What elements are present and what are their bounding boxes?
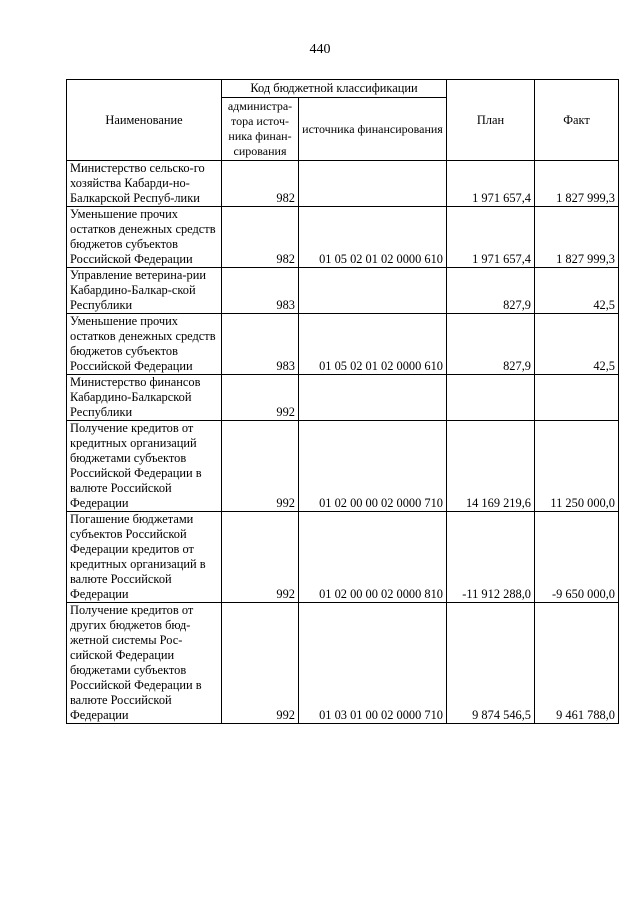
row-source-code: 01 02 00 00 02 0000 810 <box>299 512 447 603</box>
row-fact: 11 250 000,0 <box>535 421 619 512</box>
row-source-code: 01 05 02 01 02 0000 610 <box>299 207 447 268</box>
table-row <box>67 375 619 421</box>
row-fact: 1 827 999,3 <box>535 207 619 268</box>
header-code-group: Код бюджетной классификации <box>222 80 447 98</box>
row-source-code <box>299 268 447 314</box>
row-name: Получение кредитов от других бюджетов бюд-жетной системы Рос-сийской Федерации бюджетами субъектов Российской Федерации в валюте Российской Федерации <box>67 603 222 724</box>
row-plan: 1 971 657,4 <box>447 207 535 268</box>
row-source-code <box>299 161 447 207</box>
row-plan <box>447 375 535 421</box>
row-name: Министерство сельско-го хозяйства Кабарди-но-Балкарской Респуб-лики <box>67 161 222 207</box>
row-source-code: 01 02 00 00 02 0000 710 <box>299 421 447 512</box>
row-admin-code: 982 <box>222 161 299 207</box>
row-admin-code: 992 <box>222 603 299 724</box>
row-plan: 14 169 219,6 <box>447 421 535 512</box>
table-row <box>67 603 619 724</box>
row-fact: -9 650 000,0 <box>535 512 619 603</box>
row-admin-code: 983 <box>222 314 299 375</box>
row-plan: 9 874 546,5 <box>447 603 535 724</box>
table-row <box>67 161 619 207</box>
row-name: Министерство финансов Кабардино-Балкарской Республики <box>67 375 222 421</box>
row-admin-code: 992 <box>222 375 299 421</box>
row-source-code <box>299 375 447 421</box>
row-plan: 1 971 657,4 <box>447 161 535 207</box>
row-admin-code: 992 <box>222 421 299 512</box>
row-plan: 827,9 <box>447 314 535 375</box>
row-name: Уменьшение прочих остатков денежных средств бюджетов субъектов Российской Федерации <box>67 314 222 375</box>
row-name: Уменьшение прочих остатков денежных средств бюджетов субъектов Российской Федерации <box>67 207 222 268</box>
budget-table <box>66 79 619 724</box>
header-plan: План <box>447 80 535 161</box>
row-fact <box>535 375 619 421</box>
row-plan: 827,9 <box>447 268 535 314</box>
header-source: источника финансирования <box>299 98 447 161</box>
row-fact: 42,5 <box>535 314 619 375</box>
table-row <box>67 314 619 375</box>
row-source-code: 01 05 02 01 02 0000 610 <box>299 314 447 375</box>
row-fact: 42,5 <box>535 268 619 314</box>
header-fact: Факт <box>535 80 619 161</box>
row-admin-code: 982 <box>222 207 299 268</box>
row-plan: -11 912 288,0 <box>447 512 535 603</box>
row-fact: 1 827 999,3 <box>535 161 619 207</box>
row-name: Погашение бюджетами субъектов Российской Федерации кредитов от кредитных организаций в валюте Российской Федерации <box>67 512 222 603</box>
row-name: Управление ветерина-рии Кабардино-Балкар-ской Республики <box>67 268 222 314</box>
page-number: 440 <box>309 42 331 57</box>
table-row <box>67 512 619 603</box>
row-admin-code: 992 <box>222 512 299 603</box>
table-row <box>67 207 619 268</box>
table-row <box>67 268 619 314</box>
table-row <box>67 421 619 512</box>
row-fact: 9 461 788,0 <box>535 603 619 724</box>
header-administrator: администра-тора источ-ника финан-сирования <box>222 98 299 161</box>
row-admin-code: 983 <box>222 268 299 314</box>
row-name: Получение кредитов от кредитных организаций бюджетами субъектов Российской Федерации в валюте Российской Федерации <box>67 421 222 512</box>
row-source-code: 01 03 01 00 02 0000 710 <box>299 603 447 724</box>
header-name: Наименование <box>67 80 222 161</box>
